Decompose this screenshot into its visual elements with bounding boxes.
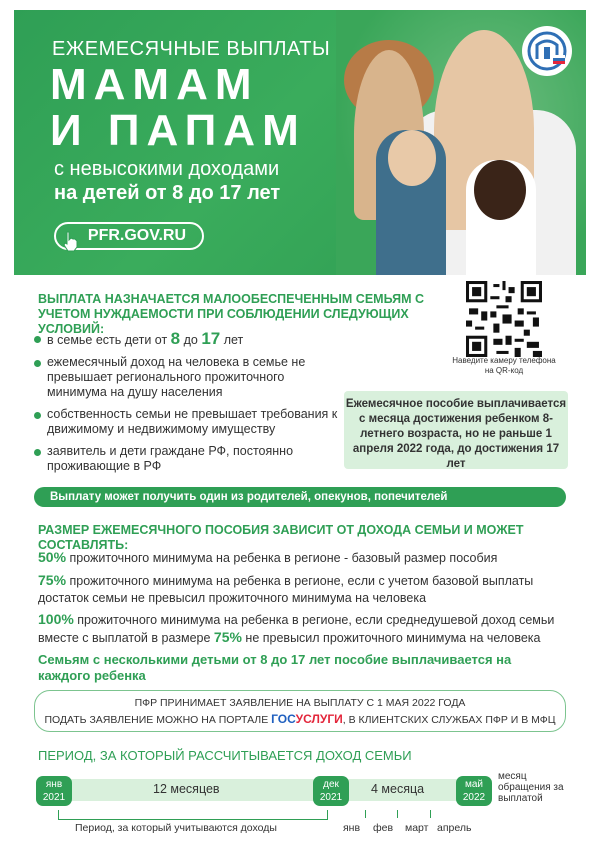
percent-50-text: 50% прожиточного минимума на ребенка в регионе - базовый размер пособия	[38, 549, 498, 565]
hero-line-5: на детей от 8 до 17 лет	[54, 182, 281, 204]
hero-line-2: МАМАМ	[50, 60, 259, 109]
hero-line-1: ЕЖЕМЕСЯЧНЫЕ ВЫПЛАТЫ	[52, 38, 331, 60]
marker-may-2022: май 2022	[456, 776, 492, 806]
application-box	[34, 690, 566, 732]
month-label: фев	[373, 822, 394, 834]
recipient-bar: Выплату может получить один из родителей, опекунов, попечителей	[34, 487, 566, 507]
label-12-months: 12 месяцев	[153, 782, 220, 796]
list-item: ежемесячный доход на человека в семье не превышает регионального прожиточного минимума на душу населения	[34, 355, 344, 400]
application-line-1: ПФР ПРИНИМАЕТ ЗАЯВЛЕНИЕ НА ВЫПЛАТУ С 1 МАЯ 2022 ГОДА	[134, 697, 466, 709]
qr-caption: Наведите камеру телефона на QR-код	[452, 356, 556, 375]
percent-100-text: 100% прожиточного минимума на ребенка в регионе, если среднедушевой доход семьи вместе с выплатой в размере 75% не превысил прожиточного минимума на человека	[38, 611, 555, 645]
period-title: ПЕРИОД, ЗА КОТОРЫЙ РАССЧИТЫВАЕТСЯ ДОХОД СЕМЬИ	[38, 748, 412, 763]
multiple-children-note: Семьям с несколькими детьми от 8 до 17 лет пособие выплачивается на каждого ребенка	[38, 652, 512, 683]
pfr-logo-icon	[522, 26, 572, 76]
hand-cursor-icon	[62, 230, 80, 252]
list-item: собственность семьи не превышает требования к движимому и недвижимому имуществу	[34, 407, 344, 437]
month-label: янв	[343, 822, 361, 834]
percent-75-text: 75% прожиточного минимума на ребенка в регионе, если с учетом базовой выплаты достаток семьи не превысил прожиточного минимума на человека	[38, 572, 534, 605]
income-period-label: Период, за который учитываются доходы	[75, 822, 277, 834]
marker-dec-2021: дек 2021	[313, 776, 349, 806]
conditions-title: ВЫПЛАТА НАЗНАЧАЕТСЯ МАЛООБЕСПЕЧЕННЫМ СЕМЬЯМ С УЧЕТОМ НУЖДАЕМОСТИ ПРИ СОБЛЮДЕНИИ СЛЕДУЮЩИХ УСЛОВИЙ:	[38, 292, 424, 336]
qr-code-icon	[466, 281, 542, 357]
label-4-months: 4 месяца	[371, 782, 425, 796]
size-title: РАЗМЕР ЕЖЕМЕСЯЧНОГО ПОСОБИЯ ЗАВИСИТ ОТ ДОХОДА СЕМЬИ И МОЖЕТ СОСТАВЛЯТЬ:	[38, 523, 524, 552]
list-item: заявитель и дети граждане РФ, постоянно проживающие в РФ	[34, 444, 344, 474]
conditions-list	[34, 331, 344, 481]
income-period-brace	[58, 810, 328, 820]
pfr-site-link[interactable]: PFR.GOV.RU	[54, 222, 204, 250]
hero-banner	[14, 10, 586, 275]
hero-line-3: И ПАПАМ	[50, 106, 306, 155]
hero-line-4: с невысокими доходами	[54, 158, 280, 180]
application-line-2: ПОДАТЬ ЗАЯВЛЕНИЕ МОЖНО НА ПОРТАЛЕ ГОСУСЛУГИ, В КЛИЕНТСКИХ СЛУЖБАХ ПФР И В МФЦ	[44, 712, 556, 726]
marker-jan-2021: янв 2021	[36, 776, 72, 806]
application-month-note: месяц обращения за выплатой	[498, 771, 564, 804]
month-label: март	[405, 822, 429, 834]
month-label: апрель	[437, 822, 472, 834]
payment-start-note: Ежемесячное пособие выплачивается с месяца достижения ребенком 8-летнего возраста, но не раньше 1 апреля 2022 года, до достижения 17 лет	[344, 391, 568, 469]
list-item: в семье есть дети от 8 до 17 лет	[34, 331, 344, 348]
gosuslugi-logo: ГОС	[271, 712, 296, 726]
